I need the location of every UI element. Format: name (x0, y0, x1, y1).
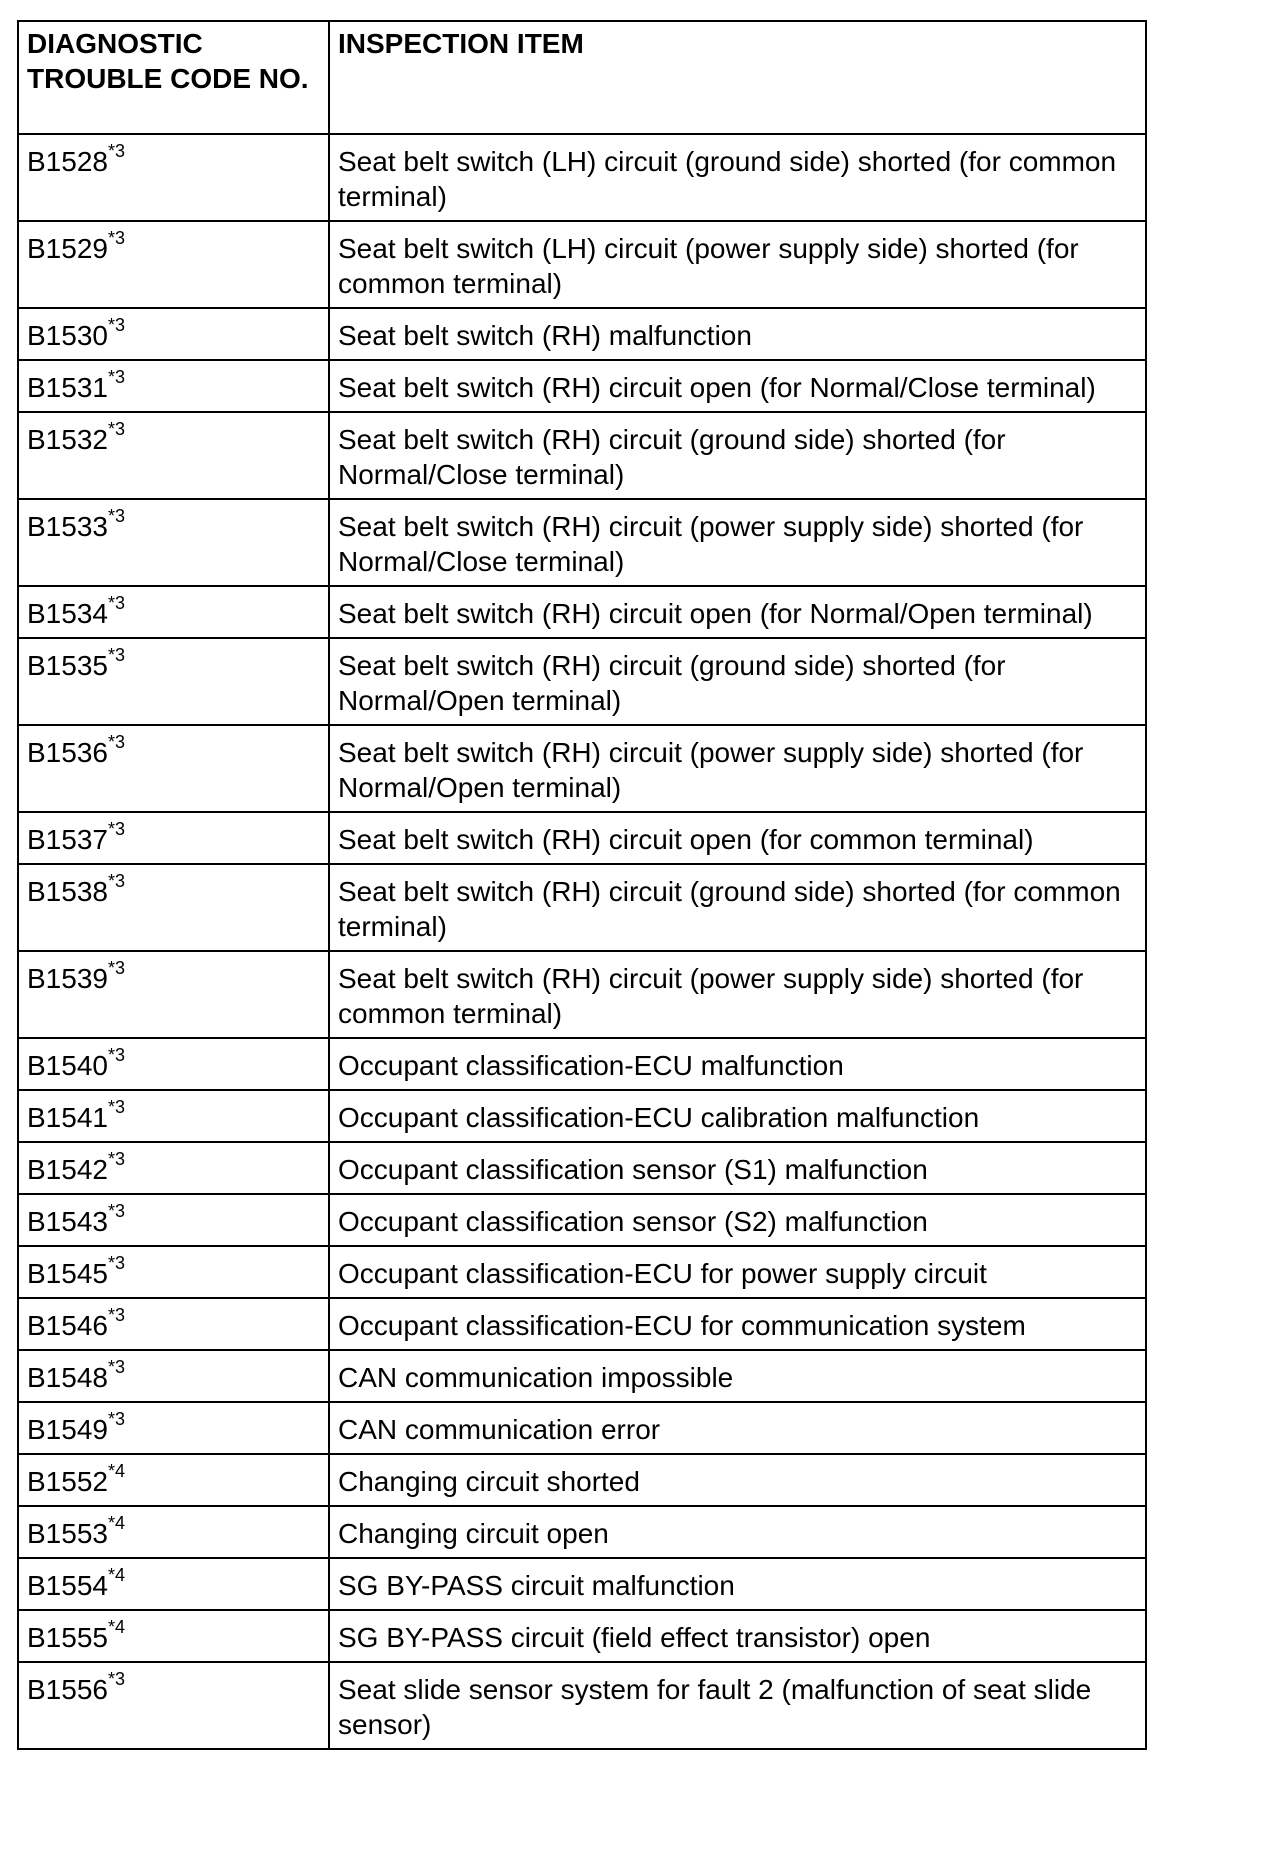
table-row (18, 1038, 1146, 1090)
dtc-code-cell (18, 812, 329, 864)
table-row (18, 1662, 1146, 1749)
inspection-item-cell: Seat belt switch (RH) circuit (ground side) shorted (for common terminal) (329, 864, 1146, 951)
inspection-item-cell: Seat belt switch (RH) circuit (power supply side) shorted (for Normal/Close terminal) (329, 499, 1146, 586)
dtc-code-cell (18, 725, 329, 812)
dtc-code-cell (18, 1506, 329, 1558)
inspection-item-cell: Seat belt switch (RH) malfunction (329, 308, 1146, 360)
dtc-table (17, 20, 1147, 1750)
footnote-marker: *3 (107, 644, 125, 665)
dtc-code: B1555 (27, 1622, 108, 1653)
dtc-code-cell (18, 951, 329, 1038)
dtc-code: B1532 (27, 424, 108, 455)
footnote-marker: *3 (107, 818, 125, 839)
inspection-item-cell: Seat belt switch (RH) circuit (ground side) shorted (for Normal/Close terminal) (329, 412, 1146, 499)
inspection-item-cell: Occupant classification-ECU for communication system (329, 1298, 1146, 1350)
footnote-marker: *4 (107, 1460, 125, 1481)
table-row (18, 360, 1146, 412)
dtc-code: B1528 (27, 146, 108, 177)
inspection-item-cell: Occupant classification-ECU calibration malfunction (329, 1090, 1146, 1142)
table-row (18, 1090, 1146, 1142)
dtc-code-cell (18, 1246, 329, 1298)
header-dtc-code: DIAGNOSTIC TROUBLE CODE NO. (18, 21, 329, 134)
footnote-marker: *4 (107, 1512, 125, 1533)
inspection-item-cell: Seat belt switch (RH) circuit open (for Normal/Close terminal) (329, 360, 1146, 412)
dtc-code: B1531 (27, 372, 108, 403)
footnote-marker: *3 (107, 592, 125, 613)
dtc-code: B1534 (27, 598, 108, 629)
dtc-code-cell (18, 412, 329, 499)
dtc-code: B1552 (27, 1466, 108, 1497)
footnote-marker: *3 (107, 418, 125, 439)
inspection-item-cell: Seat belt switch (RH) circuit (power supply side) shorted (for Normal/Open terminal) (329, 725, 1146, 812)
dtc-code-cell (18, 360, 329, 412)
dtc-code-cell (18, 221, 329, 308)
table-row (18, 1142, 1146, 1194)
dtc-code: B1553 (27, 1518, 108, 1549)
inspection-item-cell: Seat belt switch (LH) circuit (ground side) shorted (for common terminal) (329, 134, 1146, 221)
dtc-code-cell (18, 1090, 329, 1142)
footnote-marker: *4 (107, 1564, 125, 1585)
table-row (18, 725, 1146, 812)
table-row (18, 1194, 1146, 1246)
dtc-code: B1537 (27, 824, 108, 855)
dtc-code-cell (18, 864, 329, 951)
inspection-item-cell: Seat belt switch (RH) circuit (ground side) shorted (for Normal/Open terminal) (329, 638, 1146, 725)
footnote-marker: *4 (107, 1616, 125, 1637)
footnote-marker: *3 (107, 1668, 125, 1689)
inspection-item-cell: Occupant classification-ECU for power supply circuit (329, 1246, 1146, 1298)
inspection-item-cell: Occupant classification sensor (S1) malfunction (329, 1142, 1146, 1194)
dtc-code: B1536 (27, 737, 108, 768)
dtc-code-cell (18, 308, 329, 360)
inspection-item-cell: Occupant classification sensor (S2) malfunction (329, 1194, 1146, 1246)
dtc-code-cell (18, 1662, 329, 1749)
dtc-code-cell (18, 1454, 329, 1506)
table-row (18, 638, 1146, 725)
table-row (18, 1610, 1146, 1662)
inspection-item-cell: CAN communication impossible (329, 1350, 1146, 1402)
dtc-code: B1545 (27, 1258, 108, 1289)
dtc-code-cell (18, 1194, 329, 1246)
table-row (18, 951, 1146, 1038)
table-row (18, 1454, 1146, 1506)
dtc-code: B1554 (27, 1570, 108, 1601)
table-row (18, 1298, 1146, 1350)
footnote-marker: *3 (107, 1200, 125, 1221)
dtc-code: B1556 (27, 1674, 108, 1705)
table-body (18, 134, 1146, 1749)
table-row (18, 134, 1146, 221)
footnote-marker: *3 (107, 1304, 125, 1325)
dtc-code: B1546 (27, 1310, 108, 1341)
dtc-code: B1541 (27, 1102, 108, 1133)
inspection-item-cell: Seat belt switch (RH) circuit open (for common terminal) (329, 812, 1146, 864)
dtc-code: B1548 (27, 1362, 108, 1393)
dtc-code-cell (18, 1298, 329, 1350)
table-row (18, 812, 1146, 864)
dtc-code-cell (18, 1038, 329, 1090)
inspection-item-cell: Seat slide sensor system for fault 2 (malfunction of seat slide sensor) (329, 1662, 1146, 1749)
footnote-marker: *3 (107, 1148, 125, 1169)
dtc-code-cell (18, 1350, 329, 1402)
table-row (18, 586, 1146, 638)
dtc-code: B1539 (27, 963, 108, 994)
table-row (18, 499, 1146, 586)
footnote-marker: *3 (107, 227, 125, 248)
dtc-code: B1529 (27, 233, 108, 264)
footnote-marker: *3 (107, 1356, 125, 1377)
dtc-code-cell (18, 586, 329, 638)
dtc-code-cell (18, 1142, 329, 1194)
inspection-item-cell: SG BY-PASS circuit malfunction (329, 1558, 1146, 1610)
footnote-marker: *3 (107, 1252, 125, 1273)
inspection-item-cell: Changing circuit open (329, 1506, 1146, 1558)
dtc-code: B1535 (27, 650, 108, 681)
table-row (18, 1402, 1146, 1454)
table-row (18, 221, 1146, 308)
inspection-item-cell: Seat belt switch (LH) circuit (power supply side) shorted (for common terminal) (329, 221, 1146, 308)
inspection-item-cell: Changing circuit shorted (329, 1454, 1146, 1506)
dtc-code-cell (18, 1402, 329, 1454)
dtc-code: B1549 (27, 1414, 108, 1445)
footnote-marker: *3 (107, 1096, 125, 1117)
footnote-marker: *3 (107, 1408, 125, 1429)
footnote-marker: *3 (107, 731, 125, 752)
dtc-code: B1542 (27, 1154, 108, 1185)
inspection-item-cell: Seat belt switch (RH) circuit open (for Normal/Open terminal) (329, 586, 1146, 638)
footnote-marker: *3 (107, 505, 125, 526)
dtc-code-cell (18, 134, 329, 221)
inspection-item-cell: Occupant classification-ECU malfunction (329, 1038, 1146, 1090)
inspection-item-cell: SG BY-PASS circuit (field effect transistor) open (329, 1610, 1146, 1662)
dtc-code: B1530 (27, 320, 108, 351)
table-row (18, 412, 1146, 499)
dtc-code: B1543 (27, 1206, 108, 1237)
footnote-marker: *3 (107, 1044, 125, 1065)
footnote-marker: *3 (107, 366, 125, 387)
footnote-marker: *3 (107, 140, 125, 161)
header-inspection-item: INSPECTION ITEM (329, 21, 1146, 134)
table-row (18, 1350, 1146, 1402)
dtc-code: B1533 (27, 511, 108, 542)
dtc-code-cell (18, 499, 329, 586)
table-row (18, 1506, 1146, 1558)
dtc-code-cell (18, 1610, 329, 1662)
dtc-code: B1538 (27, 876, 108, 907)
table-header-row (18, 21, 1146, 134)
table-row (18, 1558, 1146, 1610)
dtc-code-cell (18, 1558, 329, 1610)
table-row (18, 308, 1146, 360)
inspection-item-cell: Seat belt switch (RH) circuit (power supply side) shorted (for common terminal) (329, 951, 1146, 1038)
footnote-marker: *3 (107, 314, 125, 335)
table-row (18, 864, 1146, 951)
footnote-marker: *3 (107, 957, 125, 978)
dtc-code-cell (18, 638, 329, 725)
dtc-code: B1540 (27, 1050, 108, 1081)
inspection-item-cell: CAN communication error (329, 1402, 1146, 1454)
footnote-marker: *3 (107, 870, 125, 891)
table-row (18, 1246, 1146, 1298)
